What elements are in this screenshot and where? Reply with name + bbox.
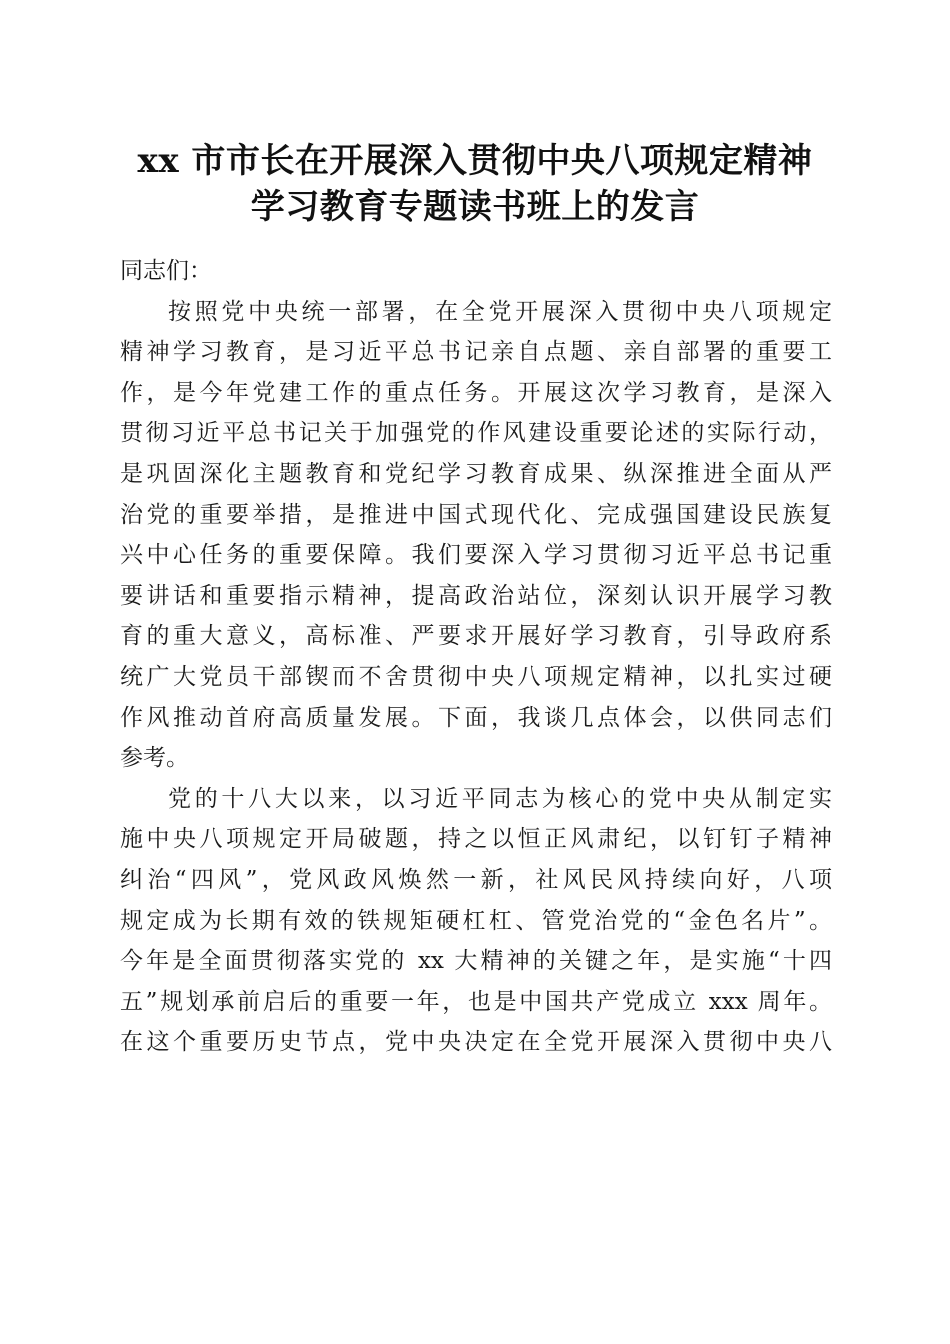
text-line: 参考。 bbox=[120, 745, 189, 772]
text-line: 施中央八项规定开局破题，持之以恒正风肃纪，以钉钉子精神 bbox=[120, 826, 832, 853]
text-line: 党的十八大以来，以习近平同志为核心的党中央从制定实 bbox=[168, 785, 832, 812]
text-line: 育的重大意义，高标准、严要求开展好学习教育，引导政府系 bbox=[120, 623, 832, 650]
text-line: 规定成为长期有效的铁规矩硬杠杠、管党治党的“金色名片”。 bbox=[120, 907, 832, 934]
text-line: 今年是全面贯彻落实党的 xx 大精神的关键之年，是实施“十四 bbox=[120, 948, 832, 975]
text-line: 在这个重要历史节点，党中央决定在全党开展深入贯彻中央八 bbox=[120, 1029, 832, 1056]
text-line: 精神学习教育，是习近平总书记亲自点题、亲自部署的重要工 bbox=[120, 339, 832, 366]
text-line: 纠治“四风”，党风政风焕然一新，社风民风持续向好，八项 bbox=[120, 866, 832, 893]
text-line: 五”规划承前启后的重要一年，也是中国共产党成立 xxx 周年。 bbox=[120, 988, 832, 1015]
text-line: 兴中心任务的重要保障。我们要深入学习贯彻习近平总书记重 bbox=[120, 542, 832, 569]
title-line-1: xx 市市长在开展深入贯彻中央八项规定精神 bbox=[137, 141, 813, 181]
text-line: 统广大党员干部锲而不舍贯彻中央八项规定精神，以扎实过硬 bbox=[120, 663, 832, 690]
salutation: 同志们： bbox=[120, 258, 212, 284]
document-body bbox=[120, 251, 832, 1063]
paragraph-1 bbox=[120, 292, 832, 779]
text-line: 要讲话和重要指示精神，提高政治站位，深刻认识开展学习教 bbox=[120, 582, 832, 609]
text-line: 作，是今年党建工作的重点任务。开展这次学习教育，是深入 bbox=[120, 379, 832, 406]
text-line: 贯彻习近平总书记关于加强党的作风建设重要论述的实际行动， bbox=[120, 420, 832, 447]
text-line: 作风推动首府高质量发展。下面，我谈几点体会，以供同志们 bbox=[120, 704, 832, 731]
paragraph-2 bbox=[120, 779, 832, 1063]
text-line: 是巩固深化主题教育和党纪学习教育成果、纵深推进全面从严 bbox=[120, 460, 832, 487]
text-line: 按照党中央统一部署，在全党开展深入贯彻中央八项规定 bbox=[168, 298, 832, 325]
text-line: 治党的重要举措，是推进中国式现代化、完成强国建设民族复 bbox=[120, 501, 832, 528]
title-line-2: 学习教育专题读书班上的发言 bbox=[250, 187, 700, 227]
